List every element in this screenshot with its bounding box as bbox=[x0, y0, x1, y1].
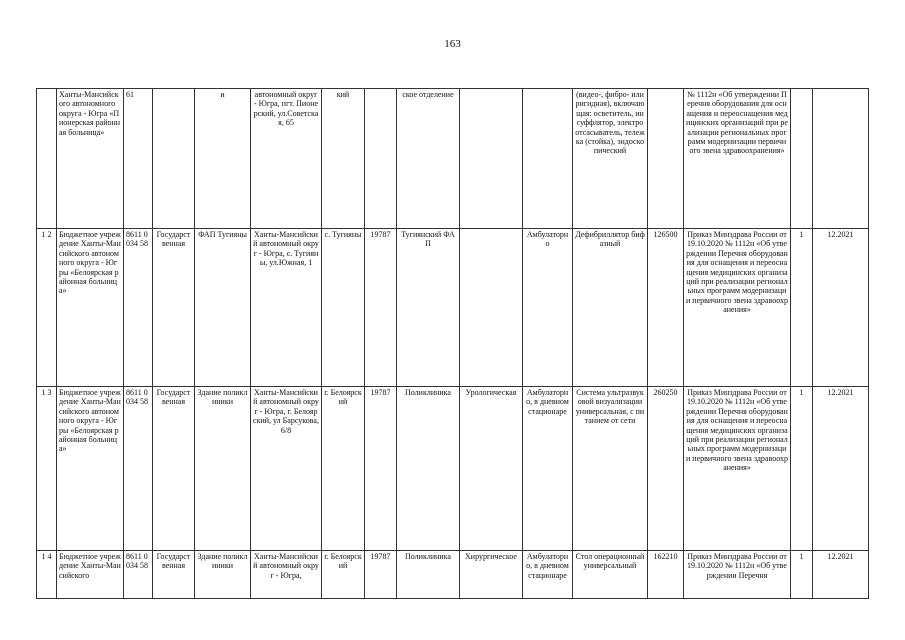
page-number: 163 bbox=[444, 38, 461, 50]
cell-date: 12.2021 bbox=[813, 387, 869, 551]
cell-profile bbox=[460, 229, 523, 387]
cell-code bbox=[365, 89, 397, 229]
cell-object: Здание поликлиники bbox=[195, 387, 251, 551]
cell-ownership: Государственная bbox=[153, 387, 195, 551]
cell-ownership bbox=[153, 89, 195, 229]
cell-basis: Приказ Минздрава России от 19.10.2020 № 1112н «Об утверждении Перечня bbox=[684, 551, 791, 599]
cell-price: 162210 bbox=[648, 551, 684, 599]
cell-object: Здание поликлиники bbox=[195, 551, 251, 599]
cell-inn: 61 bbox=[124, 89, 153, 229]
table-row bbox=[37, 229, 869, 387]
cell-settlement: г. Белоярский bbox=[322, 387, 365, 551]
cell-profile bbox=[460, 89, 523, 229]
table-row bbox=[37, 551, 869, 599]
cell-code: 19787 bbox=[365, 229, 397, 387]
cell-institution: Бюджетное учреждение Ханты-Мансийского bbox=[57, 551, 124, 599]
cell-address: автономный округ - Югра, пгт. Пионерский, ул.Советская, 65 bbox=[251, 89, 322, 229]
cell-code: 19787 bbox=[365, 551, 397, 599]
table-row bbox=[37, 89, 869, 229]
cell-equipment: Система ультразвуковой визуализации универсальная, с питанием от сети bbox=[573, 387, 648, 551]
cell-subdivision: ское отделение bbox=[397, 89, 460, 229]
equipment-table bbox=[36, 88, 869, 599]
cell-settlement: с. Тугияны bbox=[322, 229, 365, 387]
cell-address: Ханты-Мансийский автономный округ - Югра, с. Тугияны, ул.Южная, 1 bbox=[251, 229, 322, 387]
cell-subdivision: Тугиянский ФАП bbox=[397, 229, 460, 387]
cell-quantity: 1 bbox=[791, 229, 813, 387]
cell-date bbox=[813, 89, 869, 229]
cell-price: 126500 bbox=[648, 229, 684, 387]
cell-settlement: г. Белоярский bbox=[322, 551, 365, 599]
cell-quantity: 1 bbox=[791, 387, 813, 551]
cell-address: Ханты-Мансийский автономный округ - Югра, bbox=[251, 551, 322, 599]
cell-institution: Бюджетное учреждение Ханты-Мансийского автономного округа - Югры «Белоярская районная больница» bbox=[57, 387, 124, 551]
cell-profile: Урологическая bbox=[460, 387, 523, 551]
cell-care-form: Амбулаторно bbox=[523, 229, 573, 387]
cell-inn: 8611 0034 58 bbox=[124, 387, 153, 551]
cell-basis: № 1112н «Об утверждении Перечня оборудования для оснащения и переоснащения медицинских организаций при реализации региональных программ модернизации первичного звена здравоохранения» bbox=[684, 89, 791, 229]
cell-profile: Хирургическое bbox=[460, 551, 523, 599]
cell-subdivision: Поликлиника bbox=[397, 551, 460, 599]
cell-basis: Приказ Минздрава России от 19.10.2020 № 1112н «Об утверждении Перечня оборудования для оснащения и переоснащения медицинских организаций при реализации региональных программ модернизации первичного звена здравоохранения» bbox=[684, 229, 791, 387]
cell-care-form bbox=[523, 89, 573, 229]
cell-inn: 8611 0034 58 bbox=[124, 551, 153, 599]
cell-subdivision: Поликлиника bbox=[397, 387, 460, 551]
cell-row-number: 1 2 bbox=[37, 229, 57, 387]
cell-price bbox=[648, 89, 684, 229]
cell-care-form: Амбулаторно, в дневном стационаре bbox=[523, 551, 573, 599]
cell-object: ФАП Тугияны bbox=[195, 229, 251, 387]
cell-address: Ханты-Мансийский автономный округ - Югра, г. Белоярский, ул Барсукова, 6/8 bbox=[251, 387, 322, 551]
cell-ownership: Государственная bbox=[153, 551, 195, 599]
cell-equipment: Дефибриллятор бифазный bbox=[573, 229, 648, 387]
cell-quantity bbox=[791, 89, 813, 229]
cell-code: 19787 bbox=[365, 387, 397, 551]
cell-inn: 8611 0034 58 bbox=[124, 229, 153, 387]
cell-care-form: Амбулаторно, в дневном стационаре bbox=[523, 387, 573, 551]
cell-price: 260250 bbox=[648, 387, 684, 551]
cell-institution: Ханты-Мансийского автономного округа - Югра «Пионерская районная больница» bbox=[57, 89, 124, 229]
cell-object: и bbox=[195, 89, 251, 229]
cell-settlement: кий bbox=[322, 89, 365, 229]
table-row bbox=[37, 387, 869, 551]
cell-date: 12.2021 bbox=[813, 551, 869, 599]
cell-basis: Приказ Минздрава России от 19.10.2020 № 1112н «Об утверждении Перечня оборудования для оснащения и переоснащения медицинских организаций при реализации региональных программ модернизации первичного звена здравоохранения» bbox=[684, 387, 791, 551]
cell-equipment: Стол операционный универсальный bbox=[573, 551, 648, 599]
cell-quantity: 1 bbox=[791, 551, 813, 599]
cell-row-number: 1 3 bbox=[37, 387, 57, 551]
cell-row-number bbox=[37, 89, 57, 229]
cell-institution: Бюджетное учреждение Ханты-Мансийского автономного округа - Югры «Белоярская районная больница» bbox=[57, 229, 124, 387]
cell-row-number: 1 4 bbox=[37, 551, 57, 599]
cell-date: 12.2021 bbox=[813, 229, 869, 387]
cell-ownership: Государственная bbox=[153, 229, 195, 387]
cell-equipment: (видео-, фибро- или ригидная), включающая: осветитель, инсуффлятор, электроотсасыватель, тележка (стойка), эндоскопический bbox=[573, 89, 648, 229]
